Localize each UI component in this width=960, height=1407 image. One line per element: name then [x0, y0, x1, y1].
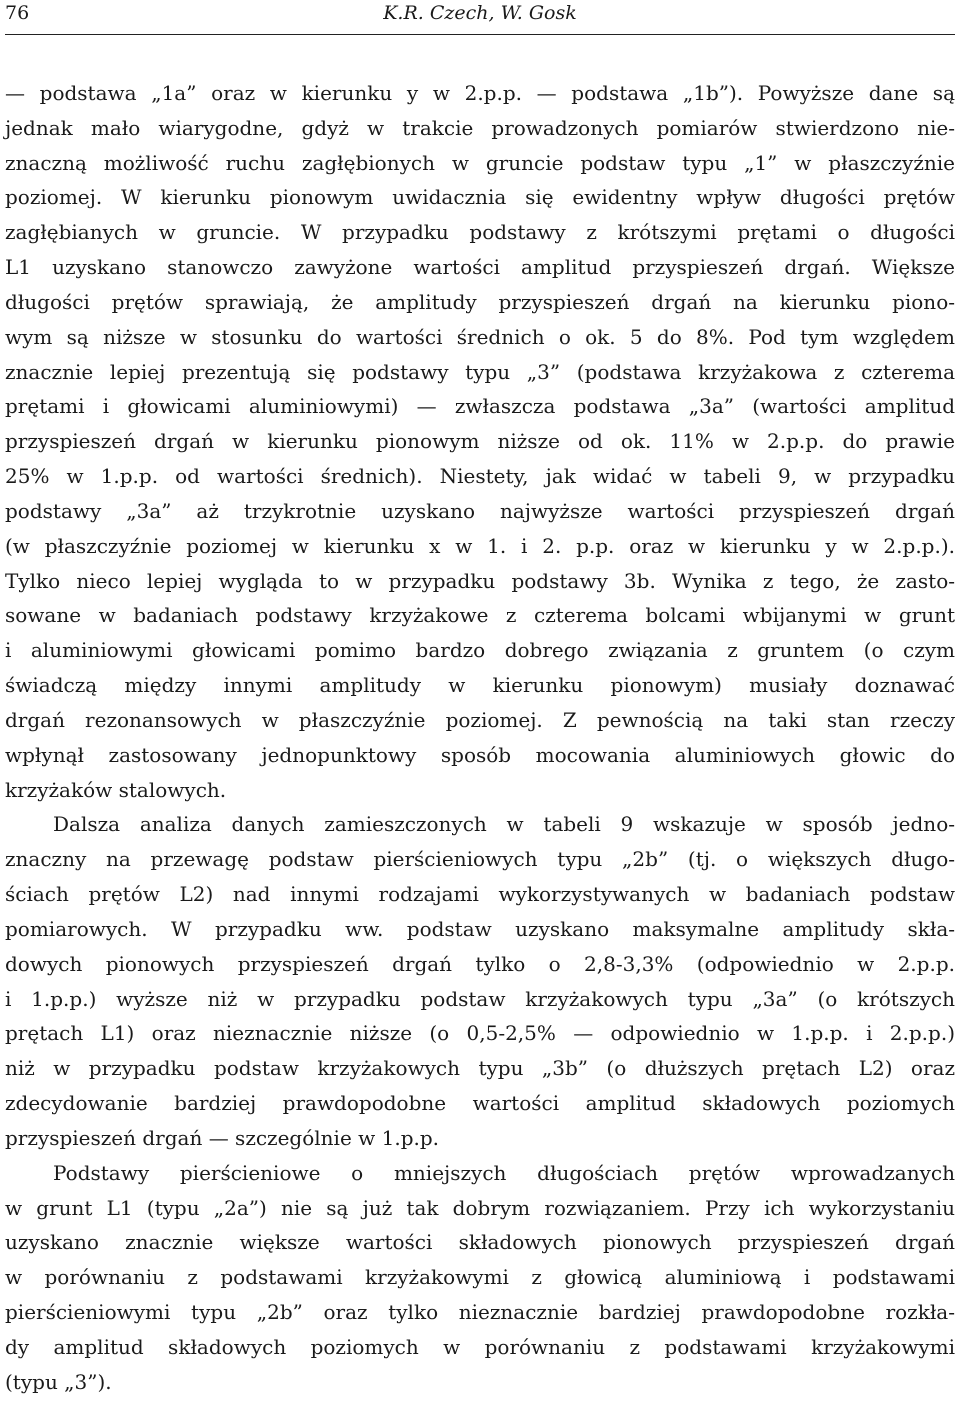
body-text [5, 76, 955, 1399]
text-line: i 1.p.p.) wyższe niż w przypadku podstaw krzyżakowych typu „3a” (o krótszych [5, 986, 955, 1011]
text-line: drgań rezonansowych w płaszczyźnie poziomej. Z pewnością na taki stan rzeczy [5, 707, 955, 732]
text-line: Tylko nieco lepiej wygląda to w przypadku podstawy 3b. Wynika z tego, że zasto- [5, 568, 955, 593]
text-line: przyspieszeń drgań — szczególnie w 1.p.p. [5, 1125, 440, 1150]
text-line: — podstawa „1a” oraz w kierunku y w 2.p.p. — podstawa „1b”). Powyższe dane są [5, 81, 955, 105]
text-line: (typu „3”). [5, 1369, 112, 1394]
text-line: poziomej. W kierunku pionowym uwidacznia się ewidentny wpływ długości prętów [5, 185, 955, 210]
text-line: znaczny na przewagę podstaw pierścieniowych typu „2b” (tj. o większych długo- [5, 847, 955, 872]
running-header [5, 0, 955, 35]
text-line: pierścieniowymi typu „2b” oraz tylko nieznacznie bardziej prawdopodobne rozkła- [5, 1299, 955, 1324]
text-line: w grunt L1 (typu „2a”) nie są już tak dobrym rozwiązaniem. Przy ich wykorzystaniu [5, 1195, 955, 1220]
text-line: Podstawy pierścieniowe o mniejszych długościach prętów wprowadzanych [53, 1160, 955, 1185]
text-line: dowych pionowych przyspieszeń drgań tylko o 2,8-3,3% (odpowiednio w 2.p.p. [5, 951, 955, 976]
text-line: prętach L1) oraz nieznacznie niższe (o 0,5-2,5% — odpowiednio w 1.p.p. i 2.p.p.) [5, 1021, 955, 1046]
text-line: znacznie lepiej prezentują się podstawy typu „3” (podstawa krzyżakowa z czterema [5, 359, 955, 384]
text-line: Dalsza analiza danych zamieszczonych w tabeli 9 wskazuje w sposób jedno- [53, 812, 955, 837]
text-line: świadczą między innymi amplitudy w kierunku pionowym) musiały doznawać [5, 673, 955, 698]
text-line: sowane w badaniach podstawy krzyżakowe z czterema bolcami wbijanymi w grunt [5, 603, 955, 628]
text-line: pomiarowych. W przypadku ww. podstaw uzyskano maksymalne amplitudy skła- [5, 916, 955, 941]
text-line: ściach prętów L2) nad innymi rodzajami wykorzystywanych w badaniach podstaw [5, 882, 955, 907]
running-header-authors: K.R. Czech, W. Gosk [383, 2, 577, 24]
text-line: wym są niższe w stosunku do wartości średnich o ok. 5 do 8%. Pod tym względem [5, 324, 955, 349]
text-line: znaczną możliwość ruchu zagłębionych w gruncie podstaw typu „1” w płaszczyźnie [5, 150, 955, 175]
text-line: L1 uzyskano stanowczo zawyżone wartości amplitud przyspieszeń drgań. Większe [5, 255, 955, 280]
text-line: przyspieszeń drgań w kierunku pionowym niższe od ok. 11% w 2.p.p. do prawie [5, 429, 955, 454]
text-line: zagłębianych w gruncie. W przypadku podstawy z krótszymi prętami o długości [5, 220, 955, 245]
text-line: długości prętów sprawiają, że amplitudy przyspieszeń drgań na kierunku piono- [5, 289, 955, 314]
text-line: (w płaszczyźnie poziomej w kierunku x w 1. i 2. p.p. oraz w kierunku y w 2.p.p.). [5, 533, 955, 558]
text-line: uzyskano znacznie większe wartości składowych pionowych przyspieszeń drgań [5, 1230, 955, 1255]
text-line: dy amplitud składowych poziomych w porównaniu z podstawami krzyżakowymi [5, 1334, 955, 1359]
text-line: w porównaniu z podstawami krzyżakowymi z głowicą aluminiową i podstawami [5, 1265, 955, 1290]
text-line: i aluminiowymi głowicami pomimo bardzo dobrego związania z gruntem (o czym [5, 638, 955, 663]
page-number: 76 [5, 2, 30, 24]
text-line: podstawy „3a” aż trzykrotnie uzyskano najwyższe wartości przyspieszeń drgań [5, 498, 955, 523]
text-line: prętami i głowicami aluminiowymi) — zwłaszcza podstawa „3a” (wartości amplitud [5, 394, 955, 419]
text-line: 25% w 1.p.p. od wartości średnich). Niestety, jak widać w tabeli 9, w przypadku [5, 464, 955, 489]
text-line: jednak mało wiarygodne, gdyż w trakcie prowadzonych pomiarów stwierdzono nie- [5, 115, 955, 140]
text-line: krzyżaków stalowych. [5, 777, 227, 802]
text-line: niż w przypadku podstaw krzyżakowych typu „3b” (o dłuższych prętach L2) oraz [5, 1056, 955, 1081]
text-line: zdecydowanie bardziej prawdopodobne wartości amplitud składowych poziomych [5, 1091, 955, 1116]
text-line: wpłynął zastosowany jednopunktowy sposób mocowania aluminiowych głowic do [5, 742, 955, 767]
